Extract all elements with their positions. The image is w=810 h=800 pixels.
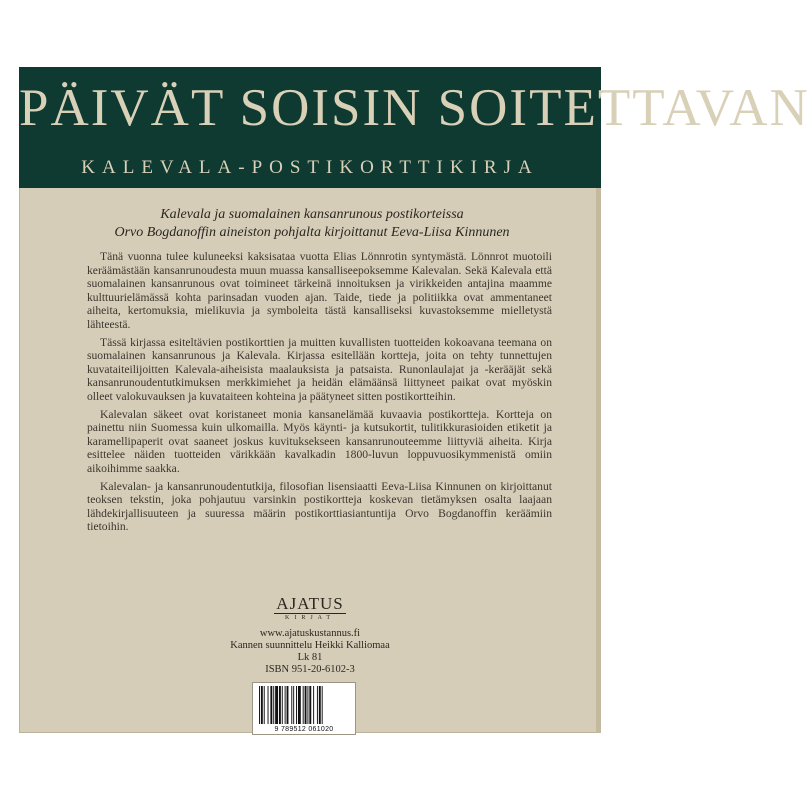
barcode-number: 9 789512 061020 <box>274 726 334 733</box>
library-class: Lk 81 <box>297 652 323 663</box>
barcode <box>252 682 356 735</box>
barcode-bar <box>259 686 260 724</box>
title-banner <box>19 67 810 188</box>
barcode-bar <box>273 686 274 724</box>
paragraph: Tänä vuonna tulee kuluneeksi kaksisataa vuotta Elias Lönnrotin syntymästä. Lönnrot muotoili keräämästään kansanrunoudesta muun muassa kansalliseepoksemme Kalevalan. Sekä Kalevala että suomalainen kansanrunous ovat toimineet tärkeinä innoituksen ja virikkeiden antajina maamme kulttuurielämässä kohta parinsadan vuoden ajan. Taide, tiede ja politiikka ovat ammentaneet aiheita, kertomuksia, mielikuvia ja symboleita tästä kansalliseksi kuvastoksemme mielletystä lähteestä. <box>87 250 552 331</box>
isbn: ISBN 951-20-6102-3 <box>265 664 355 675</box>
publisher-logo <box>274 595 345 623</box>
book-subtitle: KALEVALA-POSTIKORTTIKIRJA <box>81 157 539 178</box>
barcode-bar <box>293 686 294 724</box>
barcode-bar <box>322 686 323 724</box>
intro-line: Kalevala ja suomalainen kansanrunous postikorteissa <box>160 207 464 222</box>
barcode-bar <box>287 686 289 724</box>
logo-subtitle: KIRJAT <box>284 615 335 621</box>
description-text <box>87 250 552 538</box>
intro-line: Orvo Bogdanoffin aineiston pohjalta kirjoittanut Eeva-Liisa Kinnunen <box>114 225 510 240</box>
barcode-bar <box>298 686 301 724</box>
barcode-bar <box>303 686 304 724</box>
barcode-bar <box>317 686 318 724</box>
barcode-bar <box>261 686 263 724</box>
intro-text <box>59 206 565 242</box>
barcode-bar <box>305 686 307 724</box>
publisher-info <box>19 595 601 676</box>
logo-name: AJATUS <box>276 594 344 613</box>
book-back-cover <box>19 67 810 733</box>
barcode-bar <box>282 686 283 724</box>
barcode-bar <box>307 686 308 724</box>
barcode-bar <box>309 686 311 724</box>
paragraph: Kalevalan säkeet ovat koristaneet monia kansanelämää kuvaavia postikortteja. Kortteja on painettu niin Suomessa kuin ulkomailla. Myös käynti- ja kutsukortit, tulitikkurasioiden etiketit ja karamellipaperit ovat saaneet joskus kuvituksekseen kansanrunouteemme liittyviä aiheita. Kirja esittelee näiden tuotteiden värikkään kavalkadin 1800-luvun loppuvuosikymmenistä omiin aikoihimme saakka. <box>87 407 552 475</box>
book-title: PÄIVÄT SOISIN SOITETTAVAN <box>19 79 810 137</box>
barcode-bar <box>313 686 314 724</box>
barcode-bars <box>259 686 349 724</box>
barcode-bar <box>264 686 265 724</box>
barcode-bar <box>291 686 292 724</box>
paragraph: Kalevalan- ja kansanrunoudentutkija, filosofian lisensiaatti Eeva-Liisa Kinnunen on kirjoittanut teoksen tekstin, joka pohjautuu varsinkin postikortteja koskevan tietämyksen osalta laajaan lähdekirjallisuuteen ja suuressa määrin postikorttiasiantuntija Orvo Bogdanoffin keräämiin tietoihin. <box>87 479 552 534</box>
barcode-bar <box>270 686 272 724</box>
barcode-bar <box>319 686 321 724</box>
barcode-bar <box>296 686 297 724</box>
barcode-bar <box>268 686 269 724</box>
barcode-bar <box>275 686 278 724</box>
barcode-bar <box>279 686 281 724</box>
barcode-bar <box>285 686 286 724</box>
publisher-website: www.ajatuskustannus.fi <box>259 628 361 639</box>
paragraph: Tässä kirjassa esiteltävien postikorttien ja muitten kuvallisten tuotteiden kokoavana teemana on suomalainen kansanrunous ja Kalevala. Kirjassa esitellään kortteja, joita on tehty tunnettujen kuvataiteilijoitten Kalevala-aiheisista maalauksista ja patsaista. Runonlaulajat ja -kerääjät sekä kansanrunoudentutkimuksen merkkimiehet ja heidän elämäänsä liittyneet paikat ovat myöskin olleet valokuvauksen ja kuvataiteen kohteina ja päätyneet sitten postikortteihin. <box>87 335 552 403</box>
cover-design-credit: Kannen suunnittelu Heikki Kalliomaa <box>230 640 390 651</box>
